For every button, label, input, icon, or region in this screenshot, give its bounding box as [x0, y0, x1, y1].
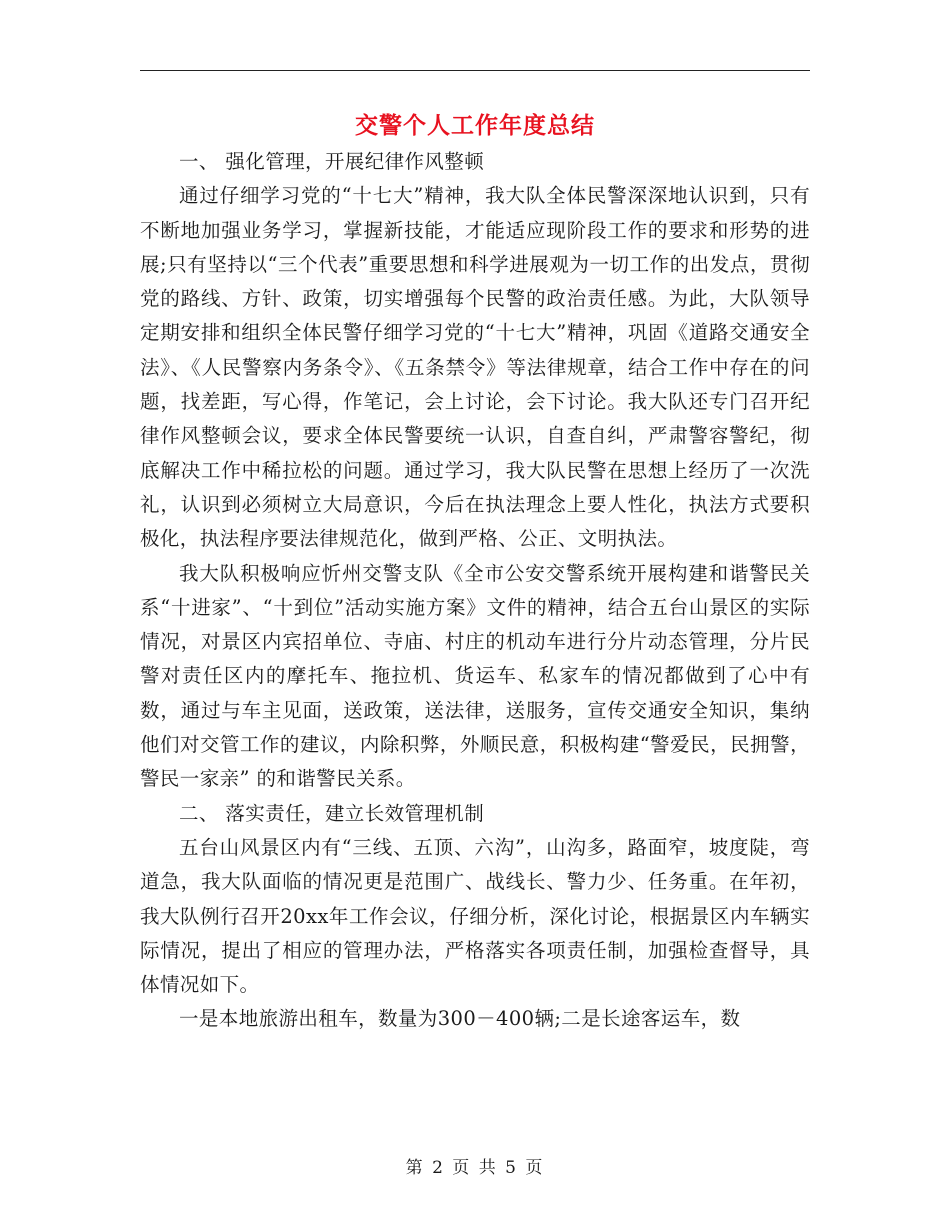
document-title: 交警个人工作年度总结: [355, 113, 595, 139]
body-paragraph-4: 一是本地旅游出租车，数量为300－400辆;二是长途客运车，数: [179, 1007, 741, 1031]
document-body: [140, 145, 810, 1037]
page-number-footer: 第 2 页 共 5 页: [405, 1158, 545, 1178]
body-paragraph-3: 五台山风景区内有“三线、五顶、六沟”，山沟多，路面窄，坡度陡，弯道急，我大队面临的情况更是范围广、战线长、警力少、任务重。在年初，我大队例行召开20xx年工作会议，仔细分析，深化讨论，根据景区内车辆实际情况，提出了相应的管理办法，严格落实各项责任制，加强检查督导，具体情况如下。: [140, 835, 810, 997]
section-heading-2: 二、 落实责任，建立长效管理机制: [179, 801, 485, 825]
header-rule: [140, 70, 810, 71]
section-heading-1: 一、 强化管理，开展纪律作风整顿: [179, 150, 485, 173]
body-paragraph-2: 我大队积极响应忻州交警支队《全市公安交警系统开展构建和谐警民关系“十进家”、“十到位”活动实施方案》文件的精神，结合五台山景区的实际情况，对景区内宾招单位、寺庙、村庄的机动车进行分片动态管理，分片民警对责任区内的摩托车、拖拉机、货运车、私家车的情况都做到了心中有数，通过与车主见面，送政策，送法律，送服务，宣传交通安全知识，集纳他们对交管工作的建议，内除积弊，外顺民意，积极构建“警爱民，民拥警，警民一家亲” 的和谐警民关系。: [140, 561, 810, 791]
body-paragraph-1: 通过仔细学习党的“十七大”精神，我大队全体民警深深地认识到，只有不断地加强业务学习，掌握新技能，才能适应现阶段工作的要求和形势的进展;只有坚持以“三个代表”重要思想和科学进展观为一切工作的出发点，贯彻党的路线、方针、政策，切实增强每个民警的政治责任感。为此，大队领导定期安排和组织全体民警仔细学习党的“十七大”精神，巩固《道路交通安全法》、《人民警察内务条令》、《五条禁令》等法律规章，结合工作中存在的问题，找差距，写心得，作笔记，会上讨论，会下讨论。我大队还专门召开纪律作风整顿会议，要求全体民警要统一认识，自查自纠，严肃警容警纪，彻底解决工作中稀拉松的问题。通过学习，我大队民警在思想上经历了一次洗礼，认识到必须树立大局意识，今后在执法理念上要人性化，执法方式要积极化，执法程序要法律规范化，做到严格、公正、文明执法。: [140, 184, 810, 551]
